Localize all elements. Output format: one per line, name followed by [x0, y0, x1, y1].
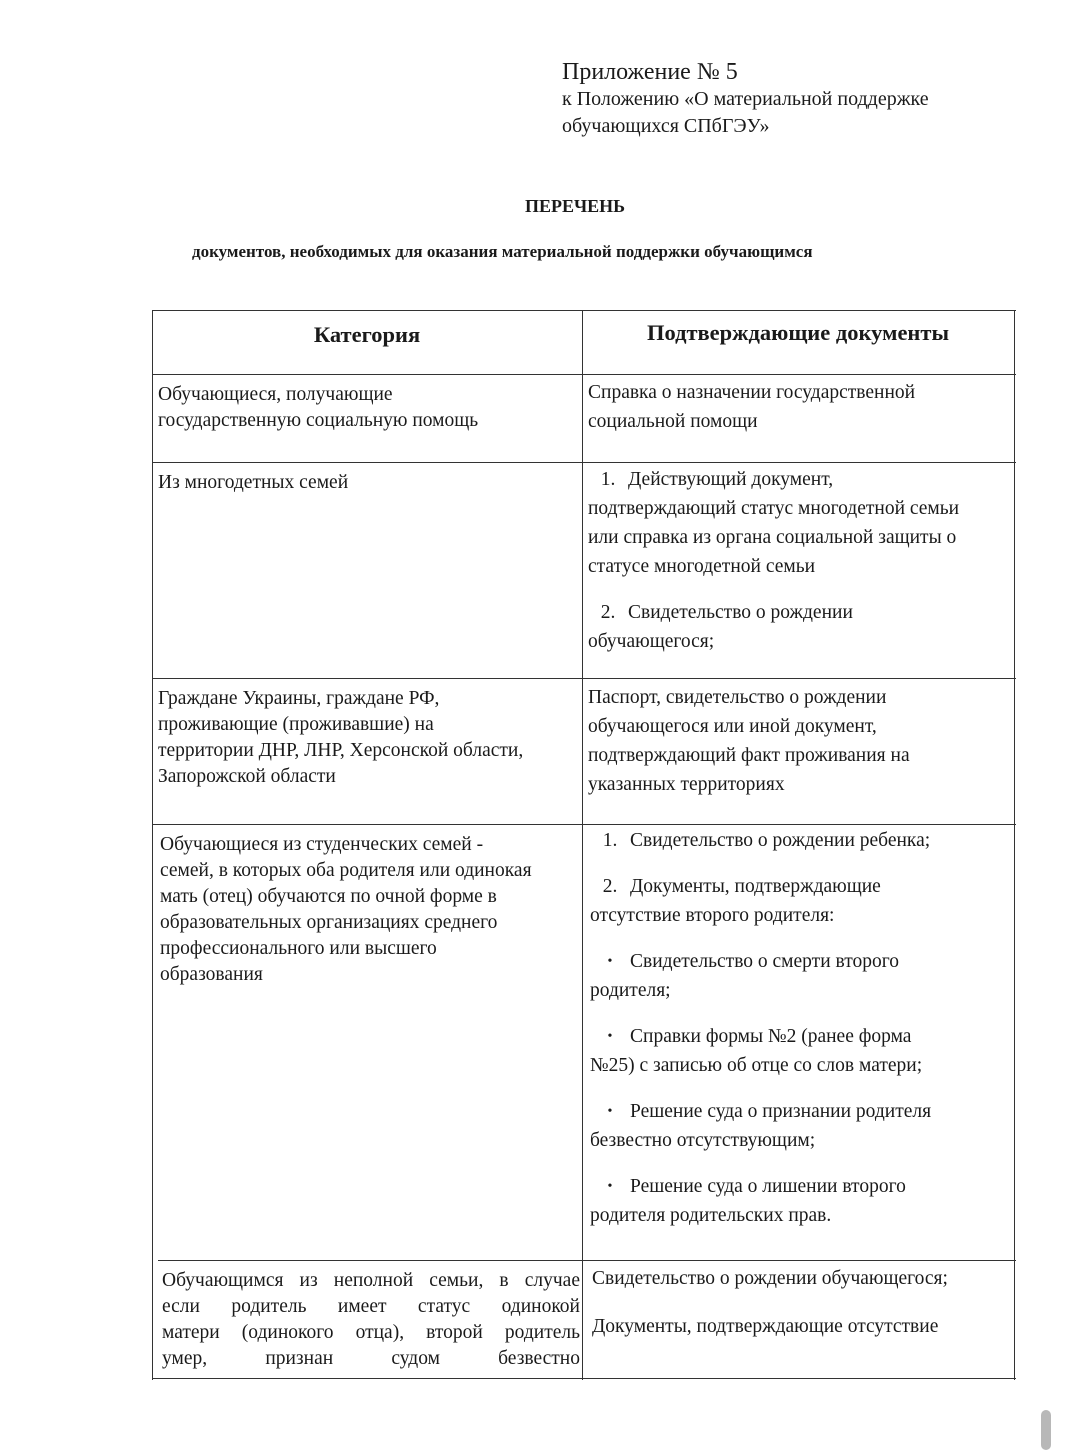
row-4-category: Обучающиеся из студенческих семей - семей, в которых оба родителя или одинокая мать (отец) обучаются по очной форме в образовательных организациях среднего профессионального или высшего образования: [160, 834, 532, 985]
row-divider: [152, 462, 1016, 463]
row-2-category: Из многодетных семей: [158, 472, 349, 493]
row-divider: [152, 678, 1016, 679]
row-1-documents: Справка о назначении государственной социальной помощи: [588, 382, 916, 432]
scrollbar-thumb[interactable]: [1041, 1410, 1051, 1450]
row-5-documents: Свидетельство о рождении обучающегося; Документы, подтверждающие отсутствие: [592, 1268, 948, 1337]
table-border-right: [1014, 310, 1015, 1380]
document-title: ПЕРЕЧЕНЬ: [524, 196, 626, 216]
row-divider: [152, 374, 1016, 375]
table-border-top: [152, 310, 1016, 311]
row-3-category: Граждане Украины, граждане РФ, проживающие (проживавшие) на территории ДНР, ЛНР, Херсонской области, Запорожской области: [158, 688, 524, 787]
header-category: Категория: [313, 322, 421, 347]
document-subtitle: документов, необходимых для оказания материальной поддержки обучающимся: [192, 242, 813, 261]
annex-line-2: обучающихся СПбГЭУ»: [562, 115, 770, 137]
row-3-documents: Паспорт, свидетельство о рождении обучающегося или иной документ, подтверждающий факт проживания на указанных территориях: [588, 687, 910, 795]
annex-block: [562, 58, 1042, 140]
annex-line-1: к Положению «О материальной поддержке: [562, 88, 929, 110]
row-5-category: Обучающимся из неполной семьи, в случае если родитель имеет статус одинокой матери (одинокого отца), второй родитель умер, признан судом безвестно: [162, 1270, 580, 1369]
row-divider: [158, 1260, 1016, 1261]
annex-number: Приложение № 5: [562, 59, 738, 85]
row-4-documents: 1. Свидетельство о рождении ребенка; 2. Документы, подтверждающие отсутствие второго родителя: • Свидетельство о смерти второго родителя; • Справки формы №2 (ранее форма №25) с записью об отце со слов матери; • Решение суда о признании родителя безвестно отсутствующим; • Решение суда о лишении второго родителя родительских прав.: [590, 830, 932, 1226]
row-2-documents: 1. Действующий документ, подтверждающий статус многодетной семьи или справка из органа социальной защиты о статусе многодетной семьи 2. Свидетельство о рождении обучающегося;: [588, 469, 960, 652]
table-border-bottom: [152, 1378, 1016, 1379]
row-1-category: Обучающиеся, получающие государственную социальную помощь: [158, 384, 479, 431]
header-documents: Подтверждающие документы: [646, 320, 950, 345]
documents-table: [152, 310, 1016, 1380]
table-border-left: [152, 310, 153, 1380]
